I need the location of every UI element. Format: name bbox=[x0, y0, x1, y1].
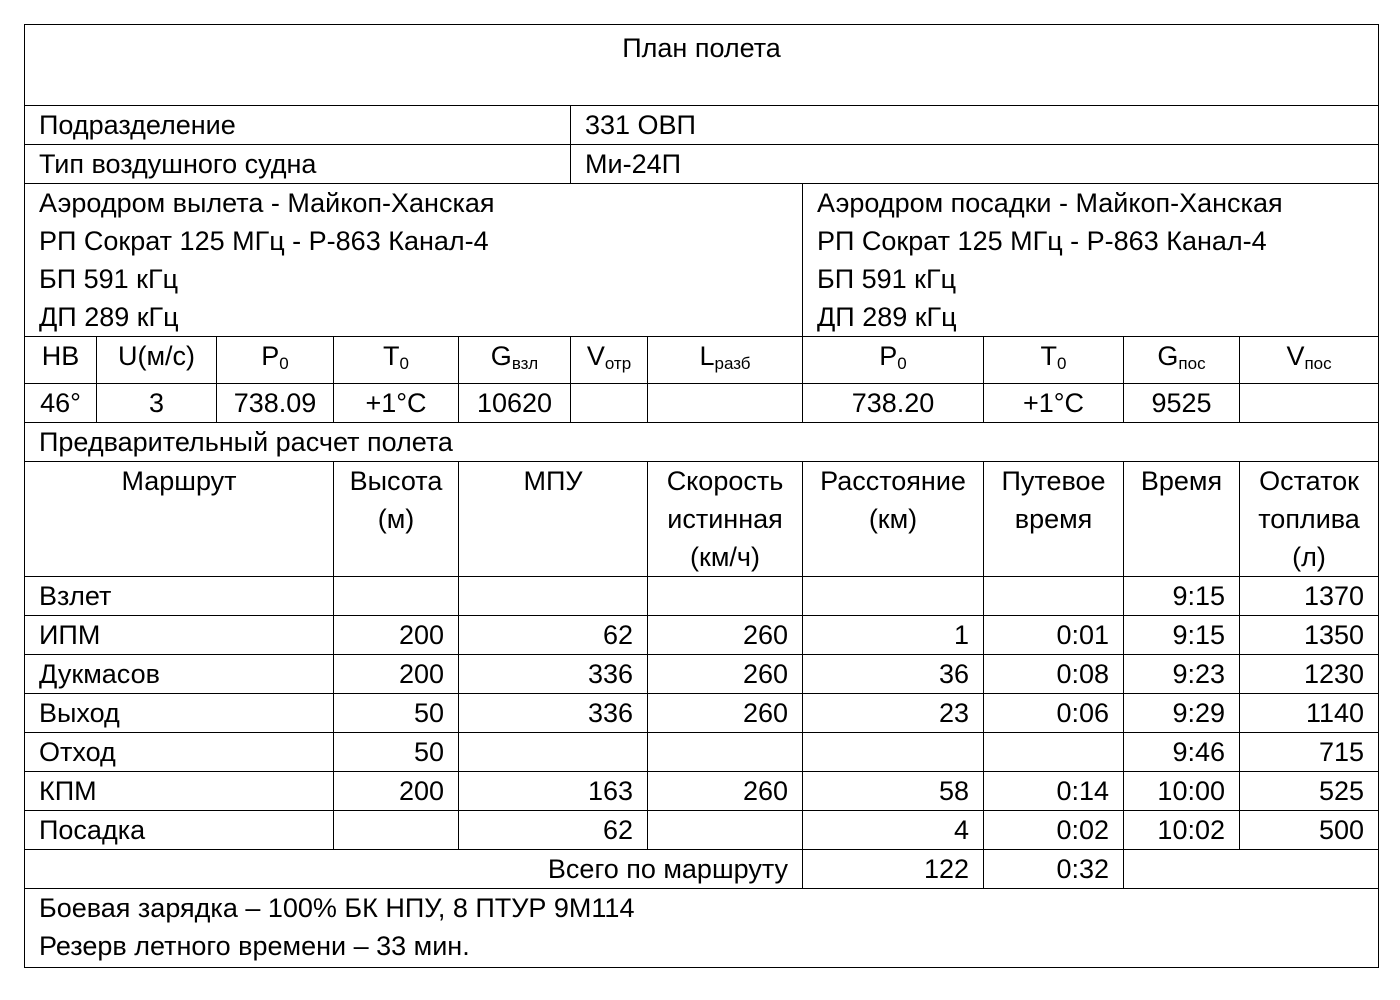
route-mpu: 336 bbox=[459, 694, 648, 733]
route-speed: 260 bbox=[648, 694, 803, 733]
route-point: Дукмасов bbox=[25, 655, 334, 694]
prelim-title: Предварительный расчет полета bbox=[25, 423, 1379, 462]
total-empty bbox=[1124, 850, 1379, 889]
route-point: КПМ bbox=[25, 772, 334, 811]
route-leg-time: 0:02 bbox=[984, 811, 1124, 850]
param-header: $V_{отр}$ bbox=[571, 337, 648, 384]
param-value: 9525 bbox=[1124, 384, 1240, 423]
arrival-line: РП Сократ 125 МГц - Р-863 Канал-4 bbox=[817, 226, 1267, 256]
route-header: Время bbox=[1124, 462, 1240, 577]
route-row bbox=[25, 577, 1379, 616]
param-header: $T_0$ bbox=[334, 337, 459, 384]
params-value-row bbox=[25, 384, 1379, 423]
param-value bbox=[1240, 384, 1379, 423]
route-distance bbox=[803, 733, 984, 772]
route-point: Взлет bbox=[25, 577, 334, 616]
route-mpu: 62 bbox=[459, 616, 648, 655]
route-fuel: 500 bbox=[1240, 811, 1379, 850]
route-body bbox=[25, 577, 1379, 850]
route-time: 9:23 bbox=[1124, 655, 1240, 694]
notes-block bbox=[25, 889, 1379, 968]
departure-line: ДП 289 кГц bbox=[39, 302, 179, 332]
route-time: 9:15 bbox=[1124, 616, 1240, 655]
unit-value: 331 ОВП bbox=[571, 106, 1379, 145]
route-fuel: 715 bbox=[1240, 733, 1379, 772]
note-line: Боевая зарядка – 100% БК НПУ, 8 ПТУР 9М114 bbox=[39, 893, 635, 923]
route-header-row bbox=[25, 462, 1379, 577]
route-point: Отход bbox=[25, 733, 334, 772]
route-mpu: 62 bbox=[459, 811, 648, 850]
aircraft-label: Тип воздушного судна bbox=[25, 145, 571, 184]
arrival-line: ДП 289 кГц bbox=[817, 302, 957, 332]
arrival-block bbox=[803, 184, 1379, 337]
departure-block bbox=[25, 184, 803, 337]
route-fuel: 1140 bbox=[1240, 694, 1379, 733]
route-fuel: 1230 bbox=[1240, 655, 1379, 694]
aircraft-value: Ми-24П bbox=[571, 145, 1379, 184]
param-value: 738.09 bbox=[217, 384, 334, 423]
route-leg-time: 0:06 bbox=[984, 694, 1124, 733]
route-leg-time bbox=[984, 577, 1124, 616]
param-value: 10620 bbox=[459, 384, 571, 423]
route-header: Путевое время bbox=[984, 462, 1124, 577]
param-header: $V_{пос}$ bbox=[1240, 337, 1379, 384]
route-distance: 58 bbox=[803, 772, 984, 811]
route-time: 9:15 bbox=[1124, 577, 1240, 616]
route-header: Скорость истинная (км/ч) bbox=[648, 462, 803, 577]
route-speed: 260 bbox=[648, 655, 803, 694]
route-speed: 260 bbox=[648, 616, 803, 655]
route-row bbox=[25, 694, 1379, 733]
param-header: $T_0$ bbox=[984, 337, 1124, 384]
param-value: 738.20 bbox=[803, 384, 984, 423]
route-speed: 260 bbox=[648, 772, 803, 811]
route-fuel: 1370 bbox=[1240, 577, 1379, 616]
route-speed bbox=[648, 733, 803, 772]
param-value: +1°C bbox=[984, 384, 1124, 423]
unit-label: Подразделение bbox=[25, 106, 571, 145]
route-altitude: 200 bbox=[334, 772, 459, 811]
departure-line: Аэродром вылета - Майкоп-Ханская bbox=[39, 188, 495, 218]
route-leg-time: 0:01 bbox=[984, 616, 1124, 655]
route-leg-time: 0:08 bbox=[984, 655, 1124, 694]
param-header: $L_{разб}$ bbox=[648, 337, 803, 384]
route-speed bbox=[648, 577, 803, 616]
route-altitude bbox=[334, 811, 459, 850]
route-altitude bbox=[334, 577, 459, 616]
route-time: 10:02 bbox=[1124, 811, 1240, 850]
route-altitude: 50 bbox=[334, 694, 459, 733]
route-distance: 23 bbox=[803, 694, 984, 733]
route-distance bbox=[803, 577, 984, 616]
route-altitude: 200 bbox=[334, 655, 459, 694]
departure-line: БП 591 кГц bbox=[39, 264, 179, 294]
departure-line: РП Сократ 125 МГц - Р-863 Канал-4 bbox=[39, 226, 489, 256]
total-row bbox=[25, 850, 1379, 889]
route-time: 10:00 bbox=[1124, 772, 1240, 811]
param-header: НВ bbox=[25, 337, 97, 384]
param-value bbox=[571, 384, 648, 423]
route-header: Остаток топлива (л) bbox=[1240, 462, 1379, 577]
route-mpu: 163 bbox=[459, 772, 648, 811]
route-distance: 4 bbox=[803, 811, 984, 850]
param-header: $P_0$ bbox=[803, 337, 984, 384]
route-header: Высота (м) bbox=[334, 462, 459, 577]
route-header: Расстояние (км) bbox=[803, 462, 984, 577]
route-mpu bbox=[459, 577, 648, 616]
param-value: 46° bbox=[25, 384, 97, 423]
route-speed bbox=[648, 811, 803, 850]
route-row bbox=[25, 616, 1379, 655]
route-fuel: 1350 bbox=[1240, 616, 1379, 655]
total-distance: 122 bbox=[803, 850, 984, 889]
route-distance: 1 bbox=[803, 616, 984, 655]
total-time: 0:32 bbox=[984, 850, 1124, 889]
total-label: Всего по маршруту bbox=[25, 850, 803, 889]
route-fuel: 525 bbox=[1240, 772, 1379, 811]
plan-title: План полета bbox=[25, 25, 1379, 106]
param-value: +1°C bbox=[334, 384, 459, 423]
route-point: ИПМ bbox=[25, 616, 334, 655]
flight-plan-table bbox=[24, 24, 1379, 968]
route-time: 9:46 bbox=[1124, 733, 1240, 772]
note-line: Резерв летного времени – 33 мин. bbox=[39, 931, 470, 961]
arrival-line: Аэродром посадки - Майкоп-Ханская bbox=[817, 188, 1283, 218]
route-altitude: 200 bbox=[334, 616, 459, 655]
params-header-row bbox=[25, 337, 1379, 384]
route-time: 9:29 bbox=[1124, 694, 1240, 733]
route-altitude: 50 bbox=[334, 733, 459, 772]
param-header: $G_{взл}$ bbox=[459, 337, 571, 384]
route-distance: 36 bbox=[803, 655, 984, 694]
route-point: Выход bbox=[25, 694, 334, 733]
arrival-line: БП 591 кГц bbox=[817, 264, 957, 294]
route-header: Маршрут bbox=[25, 462, 334, 577]
param-header: $P_0$ bbox=[217, 337, 334, 384]
route-row bbox=[25, 811, 1379, 850]
param-value bbox=[648, 384, 803, 423]
route-leg-time bbox=[984, 733, 1124, 772]
param-header: $G_{пос}$ bbox=[1124, 337, 1240, 384]
route-row bbox=[25, 772, 1379, 811]
route-row bbox=[25, 655, 1379, 694]
param-header: U(м/с) bbox=[97, 337, 217, 384]
route-mpu: 336 bbox=[459, 655, 648, 694]
route-header: МПУ bbox=[459, 462, 648, 577]
route-leg-time: 0:14 bbox=[984, 772, 1124, 811]
route-point: Посадка bbox=[25, 811, 334, 850]
param-value: 3 bbox=[97, 384, 217, 423]
route-mpu bbox=[459, 733, 648, 772]
route-row bbox=[25, 733, 1379, 772]
